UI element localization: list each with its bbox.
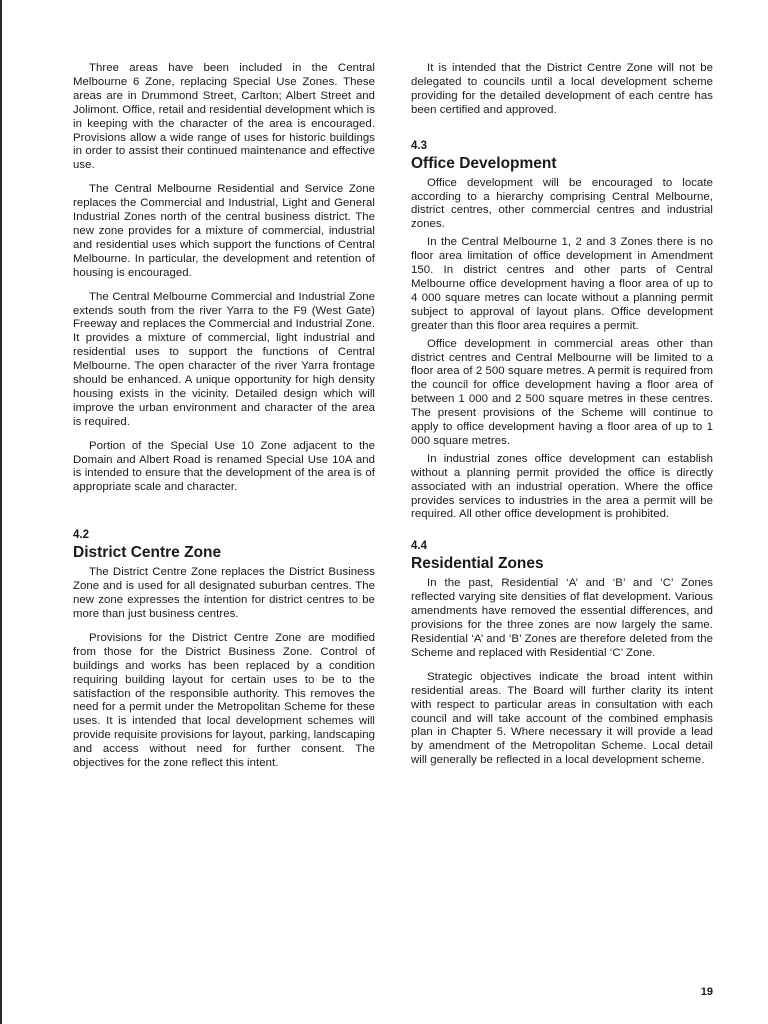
paragraph: In the past, Residential ‘A’ and ‘B’ and ‘C’ Zones reflected varying site densities of flat development. Various amendments have removed the essential differences, and provisions for the three zones are now largely the same. Residential ‘A’ and ‘B’ Zones are therefore deleted from the Scheme and replaced with Residential ‘C’ Zone. — [411, 577, 713, 659]
section-residential-zones — [411, 540, 713, 768]
paragraph: The Central Melbourne Commercial and Industrial Zone extends south from the river Yarra to the F9 (West Gate) Freeway and replaces the Commercial and Industrial Zone. It provides a mixture of commercial, light industrial and residential uses to support the functions of Central Melbourne. The open character of the river Yarra frontage should be enhanced. A unique opportunity for high density housing exists in the vicinity. Detailed design which will improve the urban environment and character of the area is required. — [73, 290, 375, 428]
section-title: District Centre Zone — [73, 544, 222, 562]
section-title: Office Development — [411, 154, 557, 172]
section-number: 4.4 — [411, 540, 427, 553]
paragraph: Strategic objectives indicate the broad intent within residential areas. The Board will further clarity its intent with respect to particular areas in consultation with each council and will take account of the combined emphasis plan in Chapter 5. Where necessary it will provide a lead by amendment of the Metropolitan Scheme. Local detail will generally be reflected in a local development scheme. — [411, 670, 713, 767]
paragraph: It is intended that the District Centre Zone will not be delegated to councils until a local development scheme providing for the detailed development of each centre has been certified and approved. — [411, 62, 713, 116]
right-column — [411, 62, 713, 778]
section-title: Residential Zones — [411, 555, 544, 573]
page-number: 19 — [700, 986, 713, 998]
section-number: 4.3 — [411, 139, 427, 152]
section-district-centre-zone — [73, 529, 375, 771]
paragraph: Provisions for the District Centre Zone are modified from those for the District Business Zone. Control of buildings and works has been replaced by a condition requiring building layout for certain uses to be to the satisfaction of the responsible authority. This removes the need for a permit under the Metropolitan Scheme for these uses. It is intended that local development schemes will provide requisite provisions for layout, parking, landscaping and access without need for further consent. The objectives for the zone reflect this intent. — [73, 631, 375, 770]
section-number: 4.2 — [73, 529, 89, 542]
paragraph: The District Centre Zone replaces the District Business Zone and is used for all designated suburban centres. The new zone expresses the intention for district centres to be more than just business centres. — [73, 566, 375, 620]
paragraph: Office development will be encouraged to locate according to a hierarchy comprising Central Melbourne, district centres, other commercial centres and industrial zones. — [411, 176, 713, 231]
paragraph: The Central Melbourne Residential and Service Zone replaces the Commercial and Industrial, Light and General Industrial Zones north of the central business district. The new zone provides for a mixture of commercial, industrial and residential uses which support the functions of Central Melbourne. In particular, the development and retention of housing is encouraged. — [73, 183, 375, 279]
paragraph: Office development in commercial areas other than district centres and Central Melbourne will be limited to a floor area of 2 500 square metres. A permit is required from the council for office development having a floor area of between 1 000 and 2 500 square metres in these centres. The present provisions of the Scheme will continue to apply to office development having a floor area of up to 1 000 square metres. — [411, 337, 713, 447]
paragraph: In industrial zones office development can establish without a planning permit provided the office is directly associated with an industrial operation. Where the office provides services to industries in the area a permit will be required. All other office development is prohibited. — [411, 452, 713, 521]
section-office-development — [411, 140, 713, 523]
left-column — [73, 62, 375, 781]
paragraph: Portion of the Special Use 10 Zone adjacent to the Domain and Albert Road is renamed Special Use 10A and is intended to ensure that the development of the area is of appropriate scale and character. — [73, 439, 375, 494]
paragraph: In the Central Melbourne 1, 2 and 3 Zones there is no floor area limitation of office development in Amendment 150. In district centres and other parts of Central Melbourne office development having a floor area of up to 4 000 square metres can locate without a planning permit subject to approval of layout plans. Office development greater than this floor area requires a permit. — [411, 236, 713, 332]
page-edge — [0, 0, 2, 1024]
paragraph: Three areas have been included in the Central Melbourne 6 Zone, replacing Special Use Zones. These areas are in Drummond Street, Carlton; Albert Street and Jolimont. Office, retail and residential development which is in keeping with the character of the area is encouraged. Provisions allow a wide range of uses for historic buildings in order to assist their continued maintenance and effective use. — [73, 62, 375, 172]
